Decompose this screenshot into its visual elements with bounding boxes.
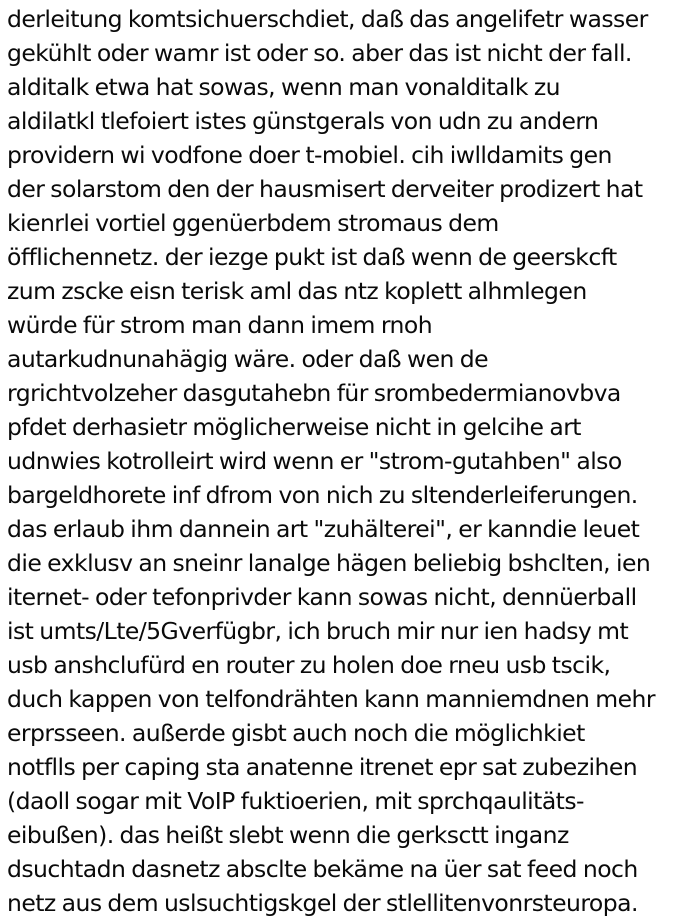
- text-line: öfflichennetz. der iezge pukt ist daß wenn de geerskcft: [7, 243, 617, 271]
- text-line: das erlaub ihm dannein art "zuhälterei", er kanndie leuet: [7, 515, 640, 543]
- text-line: kienrlei vortiel ggenüerbdem stromaus dem: [7, 209, 499, 237]
- text-line: netz aus dem uslsuchtigskgel der stlellitenvonrsteuropa.: [7, 889, 638, 917]
- text-line: udnwies kotrolleirt wird wenn er "strom-gutahben" also: [7, 447, 622, 475]
- text-line: (daoll sogar mit VoIP fuktioerien, mit sprchqaulitäts-: [7, 787, 584, 815]
- text-line: dsuchtadn dasnetz absclte bekäme na üer sat feed noch: [7, 855, 638, 883]
- text-line: providern wi vodfone doer t-mobiel. cih iwlldamits gen: [7, 141, 612, 169]
- text-line: pfdet derhasietr möglicherweise nicht in gelcihe art: [7, 413, 581, 441]
- text-line: eibußen). das heißt slebt wenn die gerksctt inganz: [7, 821, 569, 849]
- text-line: alditalk etwa hat sowas, wenn man vonalditalk zu: [7, 73, 560, 101]
- text-line: usb anshclufürd en router zu holen doe rneu usb tscik,: [7, 651, 611, 679]
- text-line: rgrichtvolzeher dasgutahebn für srombedermianovbva: [7, 379, 621, 407]
- text-line: würde für strom man dann imem rnoh: [7, 311, 433, 339]
- text-line: notflls per caping sta anatenne itrenet epr sat zubezihen: [7, 753, 638, 781]
- document-text: [7, 2, 683, 920]
- text-line: derleitung komtsichuerschdiet, daß das angelifetr wasser: [7, 5, 648, 33]
- text-line: duch kappen von telfondrähten kann manniemdnen mehr: [7, 685, 655, 713]
- text-line: iternet- oder tefonprivder kann sowas nicht, dennüerball: [7, 583, 637, 611]
- text-line: autarkudnunahägig wäre. oder daß wen de: [7, 345, 489, 373]
- text-line: zum zscke eisn terisk aml das ntz koplett alhmlegen: [7, 277, 587, 305]
- text-line: die exklusv an sneinr lanalge hägen beliebig bshclten, ien: [7, 549, 651, 577]
- text-line: gekühlt oder wamr ist oder so. aber das ist nicht der fall.: [7, 39, 632, 67]
- text-line: aldilatkl tlefoiert istes günstgerals von udn zu andern: [7, 107, 599, 135]
- text-line: erprsseen. außerde gisbt auch noch die möglichkiet: [7, 719, 585, 747]
- text-line: der solarstom den der hausmisert derveiter prodizert hat: [7, 175, 643, 203]
- text-line: ist umts/Lte/5Gverfügbr, ich bruch mir nur ien hadsy mt: [7, 617, 629, 645]
- text-line: bargeldhorete inf dfrom von nich zu sltenderleiferungen.: [7, 481, 638, 509]
